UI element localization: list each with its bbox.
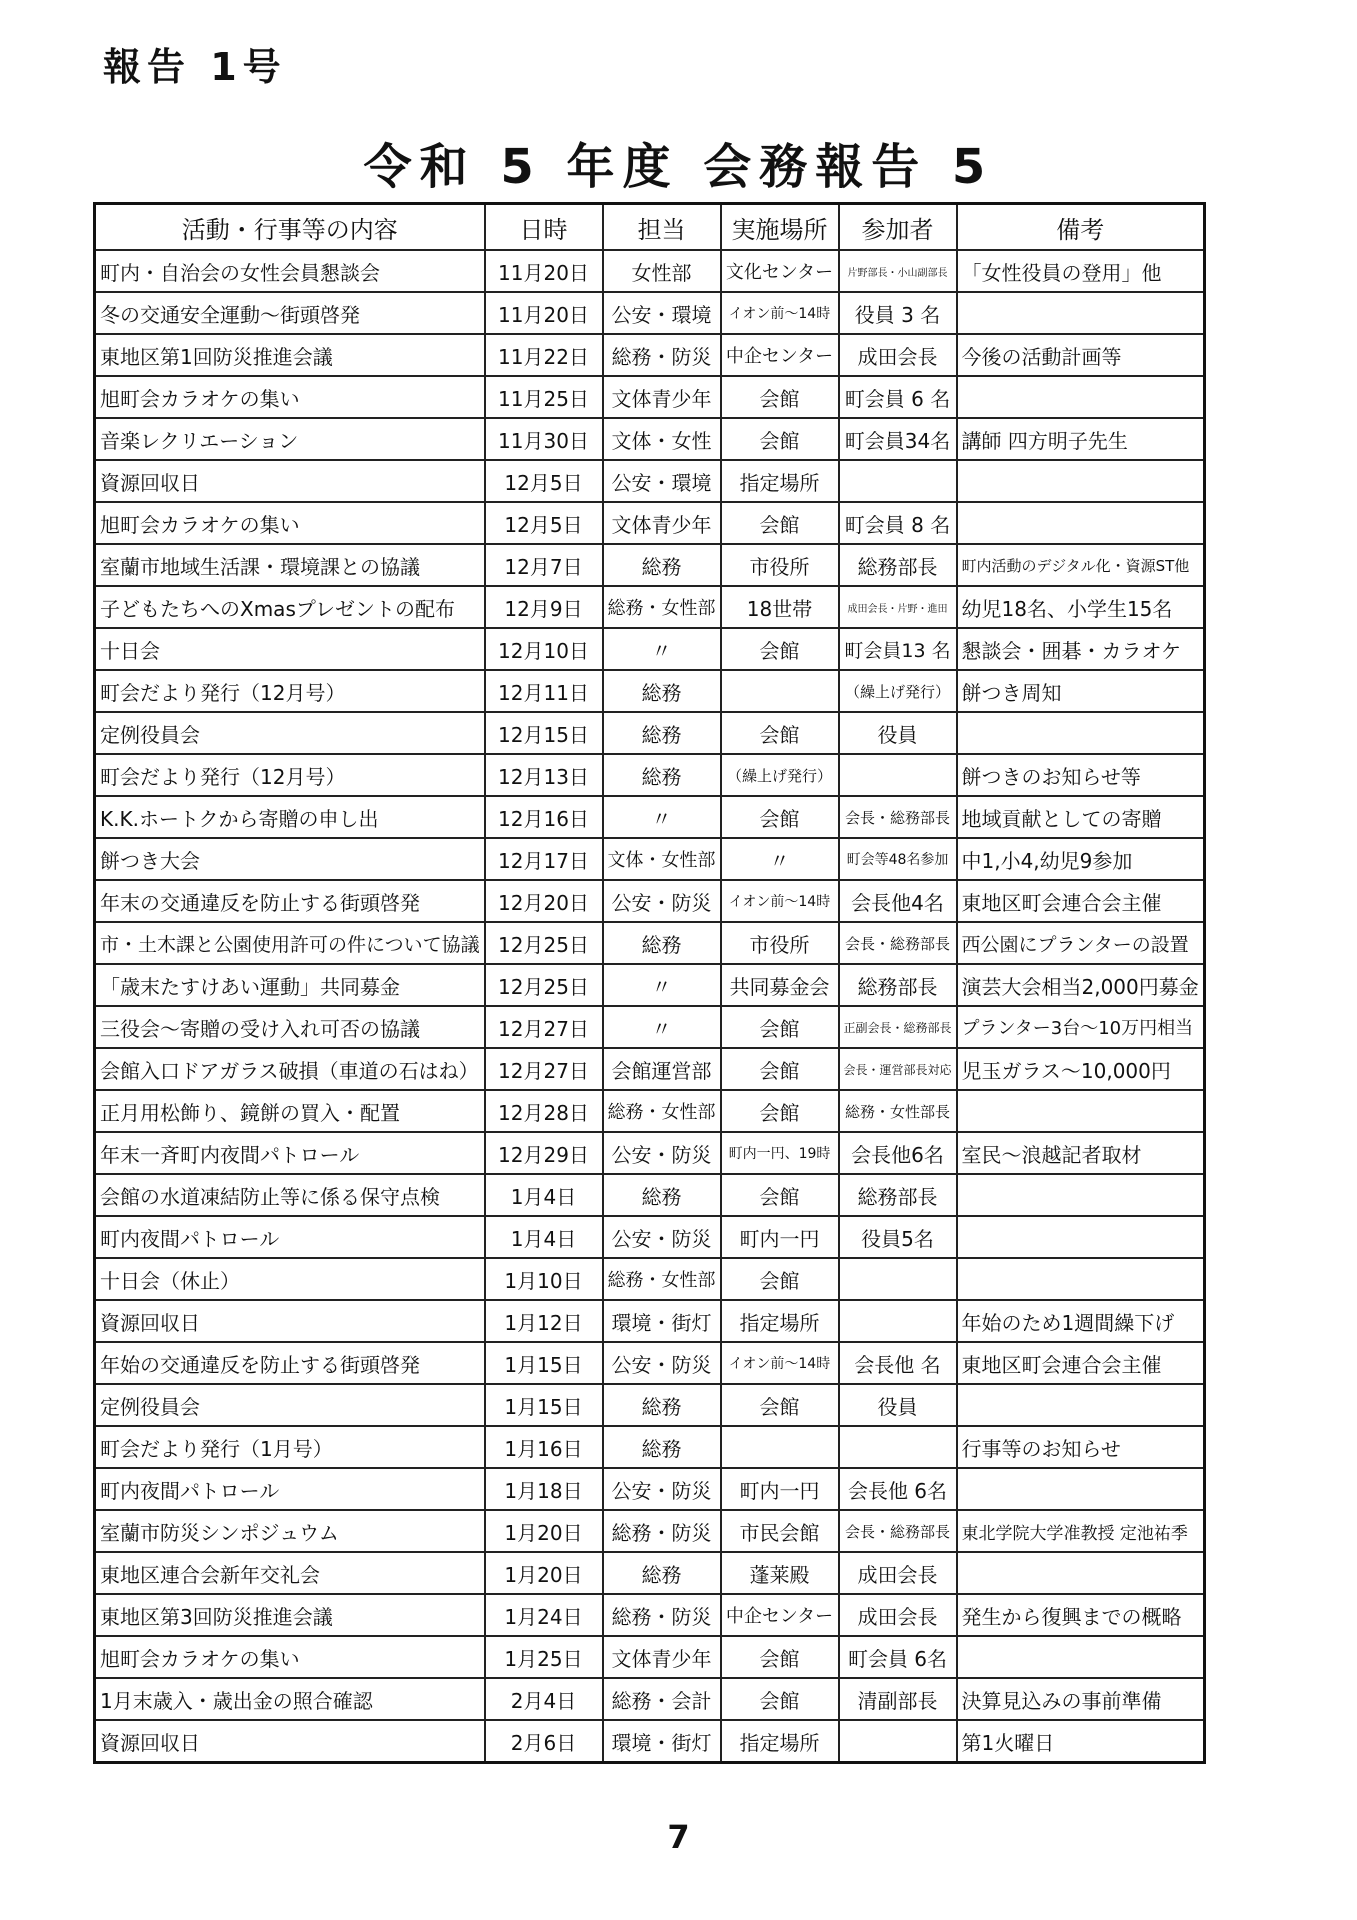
- cell-date: 12月15日: [485, 712, 603, 754]
- cell-activity: 旭町会カラオケの集い: [95, 376, 485, 418]
- cell-place: 市役所: [721, 544, 839, 586]
- cell-place: 文化センター: [721, 250, 839, 292]
- cell-activity: 市・土木課と公園使用許可の件について協議: [95, 922, 485, 964]
- cell-staff: 文体・女性: [603, 418, 721, 460]
- cell-staff: 環境・街灯: [603, 1720, 721, 1763]
- cell-staff: 〃: [603, 1006, 721, 1048]
- cell-notes: 東北学院大学准教授 定池祐季: [957, 1510, 1205, 1552]
- cell-place: 会館: [721, 1090, 839, 1132]
- cell-notes: 餅つきのお知らせ等: [957, 754, 1205, 796]
- cell-participants: 成田会長: [839, 334, 957, 376]
- cell-place: 会館: [721, 1384, 839, 1426]
- table-row: [95, 1384, 1205, 1426]
- cell-notes: 決算見込みの事前準備: [957, 1678, 1205, 1720]
- cell-staff: 総務・防災: [603, 1510, 721, 1552]
- table-row: [95, 586, 1205, 628]
- cell-participants: 町会等48名参加: [839, 838, 957, 880]
- cell-participants: 町会員 6 名: [839, 376, 957, 418]
- cell-staff: 公安・防災: [603, 1468, 721, 1510]
- cell-date: 12月11日: [485, 670, 603, 712]
- cell-notes: 町内活動のデジタル化・資源ST他: [957, 544, 1205, 586]
- cell-notes: [957, 712, 1205, 754]
- cell-place: 中企センター: [721, 334, 839, 376]
- cell-activity: K.K.ホートクから寄贈の申し出: [95, 796, 485, 838]
- cell-notes: 今後の活動計画等: [957, 334, 1205, 376]
- cell-date: 12月20日: [485, 880, 603, 922]
- cell-participants: 総務部長: [839, 964, 957, 1006]
- cell-participants: 会長・運営部長対応: [839, 1048, 957, 1090]
- cell-staff: 公安・防災: [603, 880, 721, 922]
- cell-place: 18世帯: [721, 586, 839, 628]
- cell-notes: 中1,小4,幼児9参加: [957, 838, 1205, 880]
- header-activity: 活動・行事等の内容: [95, 204, 485, 251]
- cell-staff: 公安・防災: [603, 1342, 721, 1384]
- cell-date: 1月15日: [485, 1342, 603, 1384]
- cell-place: 市民会館: [721, 1510, 839, 1552]
- cell-place: 会館: [721, 1636, 839, 1678]
- cell-place: 〃: [721, 838, 839, 880]
- header-staff: 担当: [603, 204, 721, 251]
- cell-date: 12月5日: [485, 460, 603, 502]
- table-row: [95, 1678, 1205, 1720]
- cell-participants: 町会員34名: [839, 418, 957, 460]
- cell-place: [721, 670, 839, 712]
- cell-staff: 女性部: [603, 250, 721, 292]
- cell-notes: 東地区町会連合会主催: [957, 880, 1205, 922]
- cell-date: 1月4日: [485, 1174, 603, 1216]
- cell-place: 会館: [721, 376, 839, 418]
- cell-participants: 役員: [839, 1384, 957, 1426]
- table-row: [95, 1258, 1205, 1300]
- cell-place: 町内一円、19時: [721, 1132, 839, 1174]
- cell-staff: 会館運営部: [603, 1048, 721, 1090]
- cell-notes: 演芸大会相当2,000円募金: [957, 964, 1205, 1006]
- table-row: [95, 1216, 1205, 1258]
- cell-staff: 公安・環境: [603, 292, 721, 334]
- cell-notes: 児玉ガラス～10,000円: [957, 1048, 1205, 1090]
- cell-date: 12月5日: [485, 502, 603, 544]
- table-row: [95, 964, 1205, 1006]
- table-row: [95, 922, 1205, 964]
- cell-notes: [957, 1636, 1205, 1678]
- cell-staff: 総務・会計: [603, 1678, 721, 1720]
- cell-participants: 総務部長: [839, 544, 957, 586]
- table-row: [95, 880, 1205, 922]
- cell-notes: 第1火曜日: [957, 1720, 1205, 1763]
- cell-date: 1月16日: [485, 1426, 603, 1468]
- cell-staff: 文体青少年: [603, 1636, 721, 1678]
- cell-staff: 総務・防災: [603, 1594, 721, 1636]
- cell-notes: 地域貢献としての寄贈: [957, 796, 1205, 838]
- cell-participants: 会長他 6名: [839, 1468, 957, 1510]
- cell-notes: 「女性役員の登用」他: [957, 250, 1205, 292]
- cell-place: 会館: [721, 418, 839, 460]
- table-row: [95, 544, 1205, 586]
- cell-participants: 役員5名: [839, 1216, 957, 1258]
- cell-date: 11月20日: [485, 292, 603, 334]
- cell-participants: [839, 1300, 957, 1342]
- cell-staff: 総務・女性部: [603, 1258, 721, 1300]
- cell-date: 1月12日: [485, 1300, 603, 1342]
- activity-report-table: [93, 202, 1206, 1764]
- cell-notes: 東地区町会連合会主催: [957, 1342, 1205, 1384]
- cell-activity: 町内・自治会の女性会員懇談会: [95, 250, 485, 292]
- table-row: [95, 1006, 1205, 1048]
- cell-staff: 〃: [603, 628, 721, 670]
- cell-staff: 公安・防災: [603, 1132, 721, 1174]
- cell-notes: [957, 460, 1205, 502]
- cell-place: 会館: [721, 1678, 839, 1720]
- cell-staff: 総務: [603, 712, 721, 754]
- cell-notes: [957, 1090, 1205, 1132]
- cell-participants: 町会員 8 名: [839, 502, 957, 544]
- cell-place: 町内一円: [721, 1216, 839, 1258]
- cell-staff: 総務: [603, 544, 721, 586]
- table-row: [95, 838, 1205, 880]
- cell-date: 1月18日: [485, 1468, 603, 1510]
- cell-notes: [957, 1216, 1205, 1258]
- cell-participants: 成田会長・片野・進田: [839, 586, 957, 628]
- cell-activity: 町会だより発行（12月号）: [95, 754, 485, 796]
- cell-date: 2月4日: [485, 1678, 603, 1720]
- cell-place: 蓬莱殿: [721, 1552, 839, 1594]
- page-number: 7: [667, 1818, 690, 1856]
- cell-date: 1月15日: [485, 1384, 603, 1426]
- cell-place: 会館: [721, 628, 839, 670]
- cell-staff: 総務・防災: [603, 334, 721, 376]
- cell-activity: 定例役員会: [95, 712, 485, 754]
- cell-participants: 町会員13 名: [839, 628, 957, 670]
- cell-staff: 総務・女性部: [603, 1090, 721, 1132]
- cell-place: 会館: [721, 1258, 839, 1300]
- cell-participants: 会長・総務部長: [839, 922, 957, 964]
- cell-activity: 子どもたちへのXmasプレゼントの配布: [95, 586, 485, 628]
- cell-activity: 会館入口ドアガラス破損（車道の石はね）: [95, 1048, 485, 1090]
- cell-activity: 資源回収日: [95, 1300, 485, 1342]
- cell-date: 2月6日: [485, 1720, 603, 1763]
- cell-place: 会館: [721, 796, 839, 838]
- cell-place: イオン前～14時: [721, 880, 839, 922]
- cell-activity: 音楽レクリエーション: [95, 418, 485, 460]
- report-number-label: 報告 1号: [103, 45, 287, 89]
- cell-notes: プランター3台～10万円相当: [957, 1006, 1205, 1048]
- table-row: [95, 1552, 1205, 1594]
- cell-date: 12月13日: [485, 754, 603, 796]
- cell-date: 12月27日: [485, 1006, 603, 1048]
- cell-date: 12月27日: [485, 1048, 603, 1090]
- cell-notes: [957, 376, 1205, 418]
- cell-place: イオン前～14時: [721, 1342, 839, 1384]
- cell-date: 12月10日: [485, 628, 603, 670]
- cell-place: 中企センター: [721, 1594, 839, 1636]
- cell-date: 11月22日: [485, 334, 603, 376]
- cell-participants: 片野部長・小山副部長: [839, 250, 957, 292]
- cell-staff: 総務: [603, 1552, 721, 1594]
- cell-participants: 役員: [839, 712, 957, 754]
- cell-notes: [957, 1174, 1205, 1216]
- table-row: [95, 334, 1205, 376]
- table-row: [95, 712, 1205, 754]
- cell-date: 12月16日: [485, 796, 603, 838]
- table-row: [95, 376, 1205, 418]
- cell-staff: 総務: [603, 754, 721, 796]
- cell-participants: 会長他 名: [839, 1342, 957, 1384]
- cell-activity: 冬の交通安全運動～街頭啓発: [95, 292, 485, 334]
- cell-activity: 1月末歳入・歳出金の照合確認: [95, 1678, 485, 1720]
- table-row: [95, 1090, 1205, 1132]
- cell-staff: 総務・女性部: [603, 586, 721, 628]
- table-row: [95, 418, 1205, 460]
- cell-participants: 清副部長: [839, 1678, 957, 1720]
- cell-participants: 会長他6名: [839, 1132, 957, 1174]
- cell-participants: 成田会長: [839, 1594, 957, 1636]
- cell-staff: 環境・街灯: [603, 1300, 721, 1342]
- cell-place: 会館: [721, 1048, 839, 1090]
- cell-staff: 総務: [603, 1426, 721, 1468]
- cell-activity: 会館の水道凍結防止等に係る保守点検: [95, 1174, 485, 1216]
- table-row: [95, 1132, 1205, 1174]
- table-row: [95, 460, 1205, 502]
- cell-notes: 室民～浪越記者取材: [957, 1132, 1205, 1174]
- cell-place: （繰上げ発行）: [721, 754, 839, 796]
- cell-date: 1月20日: [485, 1510, 603, 1552]
- cell-activity: 町会だより発行（1月号）: [95, 1426, 485, 1468]
- cell-date: 12月9日: [485, 586, 603, 628]
- cell-date: 1月20日: [485, 1552, 603, 1594]
- cell-participants: 会長・総務部長: [839, 796, 957, 838]
- cell-activity: 十日会（休止）: [95, 1258, 485, 1300]
- cell-staff: 公安・環境: [603, 460, 721, 502]
- cell-activity: 室蘭市防災シンポジュウム: [95, 1510, 485, 1552]
- cell-notes: [957, 502, 1205, 544]
- cell-date: 12月7日: [485, 544, 603, 586]
- document-title: 令和 5 年度 会務報告 5: [363, 139, 994, 195]
- cell-place: 会館: [721, 712, 839, 754]
- table-row: [95, 502, 1205, 544]
- cell-notes: [957, 1468, 1205, 1510]
- cell-place: 指定場所: [721, 1300, 839, 1342]
- cell-activity: 十日会: [95, 628, 485, 670]
- cell-activity: 室蘭市地域生活課・環境課との協議: [95, 544, 485, 586]
- cell-notes: 発生から復興までの概略: [957, 1594, 1205, 1636]
- cell-notes: [957, 1552, 1205, 1594]
- cell-notes: [957, 292, 1205, 334]
- cell-notes: [957, 1384, 1205, 1426]
- table-row: [95, 1510, 1205, 1552]
- cell-date: 12月25日: [485, 964, 603, 1006]
- cell-activity: 餅つき大会: [95, 838, 485, 880]
- cell-staff: 文体青少年: [603, 376, 721, 418]
- cell-participants: （繰上げ発行）: [839, 670, 957, 712]
- cell-activity: 年始の交通違反を防止する街頭啓発: [95, 1342, 485, 1384]
- cell-staff: 〃: [603, 964, 721, 1006]
- table-row: [95, 1426, 1205, 1468]
- header-date: 日時: [485, 204, 603, 251]
- cell-activity: 町内夜間パトロール: [95, 1468, 485, 1510]
- cell-notes: 懇談会・囲碁・カラオケ: [957, 628, 1205, 670]
- cell-activity: 「歳末たすけあい運動」共同募金: [95, 964, 485, 1006]
- cell-place: イオン前～14時: [721, 292, 839, 334]
- table-row: [95, 796, 1205, 838]
- cell-participants: 正副会長・総務部長: [839, 1006, 957, 1048]
- cell-staff: 〃: [603, 796, 721, 838]
- table-row: [95, 250, 1205, 292]
- table-row: [95, 292, 1205, 334]
- table-row: [95, 1636, 1205, 1678]
- header-notes: 備考: [957, 204, 1205, 251]
- cell-staff: 総務: [603, 922, 721, 964]
- table-row: [95, 754, 1205, 796]
- cell-place: 会館: [721, 1174, 839, 1216]
- cell-activity: 正月用松飾り、鏡餅の買入・配置: [95, 1090, 485, 1132]
- cell-participants: [839, 1258, 957, 1300]
- cell-activity: 東地区第3回防災推進会議: [95, 1594, 485, 1636]
- cell-place: 指定場所: [721, 460, 839, 502]
- cell-place: 市役所: [721, 922, 839, 964]
- cell-participants: 町会員 6名: [839, 1636, 957, 1678]
- cell-activity: 年末の交通違反を防止する街頭啓発: [95, 880, 485, 922]
- cell-notes: [957, 1258, 1205, 1300]
- cell-date: 1月4日: [485, 1216, 603, 1258]
- cell-place: 町内一円: [721, 1468, 839, 1510]
- cell-participants: 会長他4名: [839, 880, 957, 922]
- cell-notes: 行事等のお知らせ: [957, 1426, 1205, 1468]
- cell-activity: 町会だより発行（12月号）: [95, 670, 485, 712]
- table-body: [95, 250, 1205, 1763]
- cell-participants: [839, 1426, 957, 1468]
- cell-activity: 資源回収日: [95, 460, 485, 502]
- cell-notes: 年始のため1週間繰下げ: [957, 1300, 1205, 1342]
- cell-notes: 西公園にプランターの設置: [957, 922, 1205, 964]
- cell-participants: [839, 1720, 957, 1763]
- cell-date: 11月20日: [485, 250, 603, 292]
- cell-notes: 幼児18名、小学生15名: [957, 586, 1205, 628]
- cell-date: 11月30日: [485, 418, 603, 460]
- cell-activity: 旭町会カラオケの集い: [95, 502, 485, 544]
- table-row: [95, 1342, 1205, 1384]
- cell-activity: 年末一斉町内夜間パトロール: [95, 1132, 485, 1174]
- cell-activity: 東地区第1回防災推進会議: [95, 334, 485, 376]
- cell-place: [721, 1426, 839, 1468]
- cell-activity: 三役会～寄贈の受け入れ可否の協議: [95, 1006, 485, 1048]
- cell-participants: [839, 460, 957, 502]
- cell-date: 12月28日: [485, 1090, 603, 1132]
- table-row: [95, 670, 1205, 712]
- cell-date: 11月25日: [485, 376, 603, 418]
- cell-place: 共同募金会: [721, 964, 839, 1006]
- table-row: [95, 1468, 1205, 1510]
- table-header-row: [95, 204, 1205, 251]
- cell-place: 会館: [721, 1006, 839, 1048]
- cell-activity: 定例役員会: [95, 1384, 485, 1426]
- header-place: 実施場所: [721, 204, 839, 251]
- cell-place: 指定場所: [721, 1720, 839, 1763]
- table-row: [95, 1300, 1205, 1342]
- cell-participants: [839, 754, 957, 796]
- cell-staff: 文体・女性部: [603, 838, 721, 880]
- cell-date: 12月29日: [485, 1132, 603, 1174]
- cell-notes: 餅つき周知: [957, 670, 1205, 712]
- cell-activity: 町内夜間パトロール: [95, 1216, 485, 1258]
- cell-date: 1月10日: [485, 1258, 603, 1300]
- activity-table-container: [93, 202, 1203, 1764]
- cell-staff: 文体青少年: [603, 502, 721, 544]
- cell-place: 会館: [721, 502, 839, 544]
- cell-date: 1月24日: [485, 1594, 603, 1636]
- table-row: [95, 1720, 1205, 1763]
- cell-activity: 旭町会カラオケの集い: [95, 1636, 485, 1678]
- cell-staff: 総務: [603, 1384, 721, 1426]
- cell-staff: 総務: [603, 1174, 721, 1216]
- cell-date: 1月25日: [485, 1636, 603, 1678]
- cell-activity: 東地区連合会新年交礼会: [95, 1552, 485, 1594]
- cell-staff: 総務: [603, 670, 721, 712]
- table-row: [95, 1594, 1205, 1636]
- cell-notes: 講師 四方明子先生: [957, 418, 1205, 460]
- cell-participants: 総務部長: [839, 1174, 957, 1216]
- table-row: [95, 1174, 1205, 1216]
- cell-participants: 会長・総務部長: [839, 1510, 957, 1552]
- cell-activity: 資源回収日: [95, 1720, 485, 1763]
- table-row: [95, 1048, 1205, 1090]
- cell-participants: 成田会長: [839, 1552, 957, 1594]
- cell-participants: 役員 3 名: [839, 292, 957, 334]
- cell-staff: 公安・防災: [603, 1216, 721, 1258]
- cell-participants: 総務・女性部長: [839, 1090, 957, 1132]
- cell-date: 12月25日: [485, 922, 603, 964]
- table-row: [95, 628, 1205, 670]
- header-participants: 参加者: [839, 204, 957, 251]
- cell-date: 12月17日: [485, 838, 603, 880]
